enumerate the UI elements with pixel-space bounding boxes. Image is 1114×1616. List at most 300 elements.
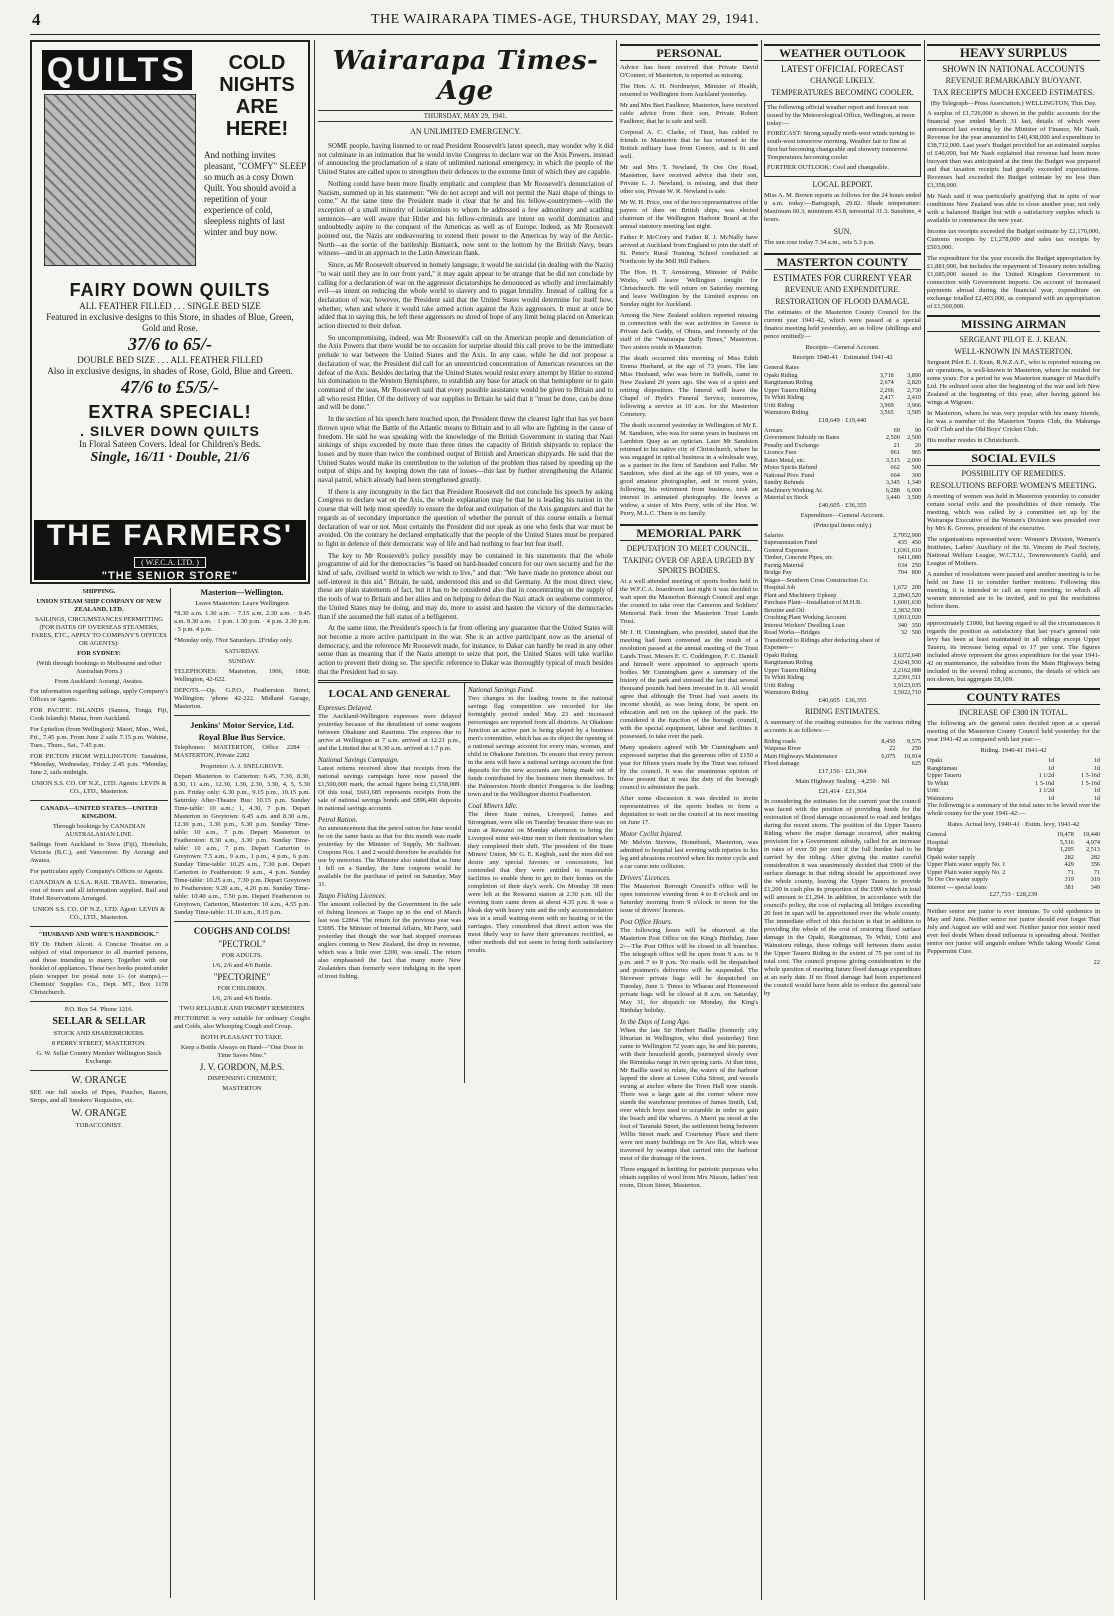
divider <box>30 800 168 801</box>
divider <box>927 903 1100 904</box>
table-cell: 3,345 <box>885 479 900 486</box>
surplus-subheading: REVENUE REMARKABLY BUOYANT. <box>945 76 1082 85</box>
table-cell: 69 <box>893 426 900 434</box>
pectrol-for: FOR ADULTS. <box>221 952 263 959</box>
table-cell: 3,912 <box>893 681 908 689</box>
social-paragraph: A meeting of women was held in Masterton yesterday to consider certain social evils and the possibilities of their remedy. The meeting, which was called by a committee set up by the Wairarapa Executive of the Women's Division was presided over by Mrs K. Groves, president of the executive. <box>927 493 1100 532</box>
pleasant-text: BOTH PLEASANT TO TAKE. <box>200 1034 284 1041</box>
table-cell: 641 <box>897 554 908 561</box>
riding-heading: RIDING ESTIMATES. <box>804 706 881 716</box>
shipping-text: For particulars apply Company's Offices or Agents. <box>30 868 164 875</box>
table-cell: Wainuioru <box>927 794 953 802</box>
orange-title: TOBACCONIST. <box>75 1122 123 1129</box>
shipping-column <box>30 588 168 1132</box>
expenditure-subheading: (Principal items only.) <box>813 521 872 529</box>
silver-down-price: Single, 16/11 · Double, 21/6 <box>90 450 250 465</box>
table-cell: 1d <box>1048 794 1055 802</box>
table-cell: Hospital Job <box>764 584 796 591</box>
table-row <box>927 846 1100 854</box>
transport-schedule: Depart Masterton to Carterton: 6.45, 7.30, 8.30, 8.30, 11 a.m., 12.30, 1.30, 2.30, 3.30, 4, 5, 5.30 p.m. Friday only: 6.30 p.m., 9.15 p.m., 10.15 p.m. Saturday After-Theatre Bus: 10.15 p.m. Sunday Time-table: 10 a.m.; 1, 4.30, 7 p.m. Depart Masterton to Greytown: 6.45 a.m. and 8.30 a.m., 12.30 p.m., 3.30 p.m., 5.30 p.m. Sunday Time-table: 10 a.m., 7 p.m. Depart Masterton to Featherston: 8.30 a.m., 3.30 p.m. Sunday Time-table: 10 a.m., 7 p.m. Depart Carterton to Greytown: 7.5 a.m., 9 a.m., 1 p.m., 4 p.m., 6 p.m. Sunday Time-table: 10.25 a.m., 7.30 p.m. Depart Carterton to Featherston: 9 a.m., 4 p.m. Sunday Time-table: 10.25 a.m., 7.30 p.m. Depart Greytown to Featherston: 9.20 a.m., 4.20 p.m. Sunday Time-table: 10.40 a.m., 7.50 p.m. Depart Featherston to Greytown, Carterton, Masterton: 10 a.m., 4.55 p.m. Sunday Time-table: 11.10 a.m., 8.15 p.m. <box>174 773 310 916</box>
column-editorial <box>318 40 613 1600</box>
riding-total: £17,156 · £21,364 <box>818 767 867 775</box>
memorial-subheading: TAKING OVER OF AREA URGED BY SPORTS BODIES. <box>623 556 755 575</box>
surplus-paragraph: The expenditure for the year exceeds the Budget appropriation by £1,881,000, but includes the repayment of Treasury notes totalling £1,685,000 issued to the United Kingdom Government in connection with Government imports. On account of increased payments abroad during the financial year, expenditure on exchange totalled £2,403,000, as compared with an appropriation of £1,560,000. <box>927 255 1100 310</box>
table-cell: 3,001 <box>893 614 908 621</box>
transport-depots: DEPOTS.—Op. G.P.O., Featherston Street, Wellington; 'phone 42-222. Midland Garage, Masterton. <box>174 687 310 710</box>
table-cell: Bridge <box>927 846 944 853</box>
memorial-subheading: Drivers' Licences. <box>620 874 671 882</box>
coughs-heading: COUGHS AND COLDS! <box>193 926 291 936</box>
table-cell: 20 <box>914 441 921 449</box>
table-row <box>764 629 921 637</box>
table-row <box>764 442 921 450</box>
table-row <box>764 409 921 417</box>
forecast-intro: The following official weather report and forecast was issued by the Meteorological Office, Wellington, at noon today:— <box>767 104 915 127</box>
local-paragraph: An announcement that the petrol ration for June would be on the same basis as that for this month was made yesterday by the Minister of Supply, Mr Sullivan. Coupons Nos. 1 and 2 would therefore be available for use by motorists. The Minister also stated that as June 1 fell on a Sunday, the June coupons would be available for the purchase of petrol on Saturday, May 31. <box>318 825 461 889</box>
table-cell: 3,520 <box>907 591 921 599</box>
table-cell: Opaki water supply <box>927 853 976 861</box>
table-row <box>927 831 1100 839</box>
table-cell: 2,640 <box>907 651 921 659</box>
table-cell: 965 <box>911 449 921 456</box>
table-row <box>764 682 921 690</box>
local-subheading: Expresses Delayed. <box>318 704 373 713</box>
table-row <box>927 780 1100 788</box>
jenkins-heading: Jenkins' Motor Service, Ltd. <box>190 720 294 730</box>
shipping-text: (With through bookings to Melbourne and other Australian Ports.) <box>36 660 162 675</box>
masthead: Wairarapa Times-Age <box>332 46 599 106</box>
column-advertisements <box>30 40 310 1600</box>
quilt-illustration <box>44 94 196 266</box>
personal-item: The Hon. H. T. Armstrong, Minister of Public Works, will leave Wellington tonight for Christchurch. He will return on Saturday morning and leave Wellington by the Limited express on Sunday night for Auckland. <box>620 269 758 308</box>
table-cell: 1,080 <box>907 554 921 561</box>
table-cell: 664 <box>890 471 900 479</box>
table-cell: Upper Taueru Riding <box>764 386 817 394</box>
transport-telephones: TELEPHONES: Masterton, 1906, 1868; Wellington, 42-622. <box>174 668 310 683</box>
editorial-paragraph: The key to Mr Roosevelt's policy possibly may be contained in his statements that the whole programme of aid for the democracies "is based on hard-headed concern for our own security and for the kind of safe, civilised world in which we wish to live," and that: "We have made no pretence about our self-interest in this aid." Britain, he said, understood this and so did Germany. At the most direct view, these are plain statements of fact, but it has to be considered also that in concentrating on the supply of the tools of war to Britain and her allies and on helping to defeat the Nazi attack on seaborne commerce, the United States may be doing, and may do, more to assist and hasten the victory of the democracies than if she assumed the full status of a belligerent. <box>318 551 613 621</box>
divider <box>174 921 310 922</box>
other-total: £40,605 · £36,355 <box>818 501 867 509</box>
sellar-desc: STOCK AND SHAREBROKERS. <box>53 1030 145 1037</box>
table-cell: Government Subsidy on Rates <box>764 434 840 441</box>
sellar-name: SELLAR & SELLAR <box>52 1016 146 1027</box>
missing-paragraph: Sergeant Pilot E. J. Kean, R.N.Z.A.F., who is reported missing on air operations, is well-known in Masterton, where he resided for some years. For a period he was Masterton manager of Macduff's Ltd. He enlisted soon after the beginning of the war and left New Zealand at the beginning of this year, after having gained his wings at Wigram. <box>927 359 1100 406</box>
expenditure-total: £40,605 · £36,355 <box>818 696 867 704</box>
table-cell: 2,500 <box>907 434 921 441</box>
table-cell: 350 <box>911 621 921 629</box>
column-rule <box>314 40 315 1600</box>
silver-down-desc: In Floral Sateen Covers. Ideal for Children's Beds. <box>79 439 261 449</box>
table-cell: General Expenses <box>764 546 809 554</box>
single-bed-line: ALL FEATHER FILLED . . . SINGLE BED SIZE <box>79 301 261 311</box>
table-row <box>764 607 921 615</box>
table-cell: Upper Taueru <box>927 772 961 779</box>
table-cell: 2,216 <box>893 666 908 674</box>
column-rule <box>616 40 617 1600</box>
local-subheading: Taupo Fishing Licences. <box>318 892 387 901</box>
table-cell: Upper Taueru Riding <box>764 666 817 674</box>
editorial-paragraph: In the section of his speech here touched upon, the President threw the clearest light that has yet been thrown upon what the Battle of the Atlantic means to Britain and to all who are fighting in the cause of freedom. He said he was speaking with the knowledge of the British Government in stating that Nazi sinkings of ships exceeded by more than three times the capacity of British shipyards to replace the losses and by more than twice the combined output of British and American shipyards. He said that the United States would make its contribution to the solution of the problem thus raised by speeding up the output of ships and by keeping down the rate of losses—this last by further strengthening the Atlantic naval patrol, which already had been strengthened greatly. <box>318 415 613 485</box>
table-cell: 6,288 <box>885 486 900 494</box>
county-subheading: RESTORATION OF FLOOD DAMAGE. <box>775 297 910 306</box>
personal-item: The Hon. A. H. Nordmeyer, Minister of Health, returned to Wellington from Auckland yesterday. <box>620 83 758 98</box>
table-cell: 2,674 <box>879 379 894 386</box>
table-cell: Te Whiti <box>927 779 949 787</box>
transport-note: *Monday only. †Not Saturdays. ‡Friday only. <box>174 637 294 644</box>
table-cell <box>894 364 921 372</box>
table-cell: Timber, Concrete Pipes, etc. <box>764 554 834 561</box>
single-bed-price: 37/6 to 65/- <box>128 334 212 354</box>
gordon-place: MASTERTON <box>222 1085 262 1092</box>
table-cell: 2,500 <box>885 434 900 441</box>
local-subheading: Petrol Ration. <box>318 816 358 825</box>
weather-subheading: LATEST OFFICIAL FORECAST <box>780 64 905 74</box>
table-cell: 500 <box>911 629 921 636</box>
table-cell: 1d <box>1048 764 1055 772</box>
table-cell: 634 <box>897 561 908 569</box>
pectorine-for: FOR CHILDREN. <box>217 985 267 992</box>
table-row <box>764 402 921 410</box>
editorial-body <box>318 142 613 676</box>
table-cell: 8,450 <box>881 737 896 745</box>
memorial-subheading: In the Days of Long Ago. <box>620 1018 691 1026</box>
local-and-general-section <box>318 680 613 1083</box>
table-cell: 250 <box>911 745 921 752</box>
table-row <box>764 674 921 682</box>
table-cell: 319 <box>1064 876 1074 883</box>
table-cell: Uriti Riding <box>764 401 795 409</box>
table-cell: 32 <box>900 629 908 636</box>
transport-heading: Masterton—Wellington. <box>200 588 284 597</box>
table-cell: Crushing Plant Working Account <box>764 614 847 621</box>
table-cell: 22 <box>889 745 896 752</box>
riding-table <box>764 738 921 768</box>
table-cell: 282 <box>1090 853 1100 861</box>
local-subheading: National Savings Fund. <box>468 686 535 695</box>
transport-saturday: SATURDAY. <box>224 648 260 655</box>
keep-text: Keep a Bottle Always on Hand—"One Dose in Time Saves Nine." <box>180 1044 304 1059</box>
table-row <box>927 787 1100 795</box>
table-cell: 2,795 <box>893 531 908 539</box>
table-cell: 71 <box>1093 868 1100 876</box>
table-cell: 381 <box>1064 883 1074 891</box>
shipping-company: UNION STEAM SHIP COMPANY OF NEW ZEALAND, LTD. <box>36 598 162 613</box>
forecast-box <box>764 101 921 177</box>
editorial-paragraph: At the same time, the President's speech is far from offering any guarantee that the United States will not become a more active participant in the war. She is an active participant now as the arsenal of democracy, and the reference Mr Roosevelt made, for instance, to Dakar can hardly be read in any other sense than as meaning that if the Nazis attempt to seize that port, the United States will take warlike action to prevent their doing so. The specific reference to Dakar was thoroughly typical of much besides that the President had to say. <box>318 624 613 676</box>
editorial-paragraph: If there is any incongruity in the fact that President Roosevelt did not conclude his speech by asking Congress to declare war on the Axis, the whole explanation may be that he is leading his nation in the course that will help most speedily to ensure the defeat and extirpation of the Axis gangsters and that he regards as of secondary importance the question of whether the pursuit of this course entails a formal declaration of war or not. Most certainly the President did not speak as one who feels that war must be avoided. On the contrary he declared emphatically that the people of the United States must be prepared to fight in defence of their democratic way of life and had nothing to fear but fear itself. <box>318 487 613 548</box>
personal-item: Advice has been received that Private David O'Connor, of Masterton, is reported as missing. <box>620 64 758 79</box>
column-rule <box>464 683 465 1083</box>
weather-sun: The sun rose today 7.34 a.m., sets 5.3 p.m. <box>764 239 876 246</box>
table-row <box>764 554 921 562</box>
personal-item: The death occurred yesterday in Wellington of Mr E. M. Sandston, who was for some years in business on Lambton Quay as an optician. Later Mr Sandston returned to his native city of Christchurch, where he was engaged in optical business in a wholesale way, as a partner in the firm of Sandston and Falke. Mr Sandston, who died at the age of 69 years, was a good amateur photographer, and in recent years, following his retirement from business, took an interest in animated photography. He leaves a widow, a sister of Mrs Perry, wife of the Hon. W. Perry, M.L.C. There is no family. <box>620 422 758 517</box>
pectrol-price: 1/6, 2/6 and 4/6 Bottle. <box>212 962 272 969</box>
table-cell: 3,440 <box>885 494 900 501</box>
local-heading: LOCAL AND GENERAL <box>328 688 451 701</box>
table-cell: 3,585 <box>907 409 921 416</box>
table-row <box>764 614 921 622</box>
gordon-name: J. V. GORDON, M.P.S. <box>199 1062 285 1072</box>
table-cell: 19,440 <box>1082 831 1100 838</box>
table-cell: 5,516 <box>1059 838 1074 846</box>
county-heading: MASTERTON COUNTY <box>764 253 921 270</box>
table-cell: Rates Metal, etc. <box>764 456 806 464</box>
table-row <box>927 876 1100 884</box>
table-cell: 1,511 <box>907 674 921 681</box>
table-cell: 2,284 <box>893 591 908 599</box>
orange-text: SEE our full stocks of Pipes, Pouches, Razors, Strops, and all Smokers' Requisites, etc. <box>30 1089 168 1104</box>
editorial-paragraph: SOME people, having listened to or read President Roosevelt's latest speech, may wonder why it did not culminate in an intimation that he would invite Congress to declare war on the Axis Powers, instead of announcing the proclamation of a state of unlimited national emergency, in which the people of the United States are called upon to strengthen their defences to the extreme limit of which they are capable. <box>318 142 613 177</box>
table-cell: 1 5-16d <box>1035 779 1055 787</box>
single-bed-desc: Featured in exclusive designs to this Store, in shades of Blue, Green, Gold and Rose. <box>46 312 294 333</box>
newspaper-title: THE WAIRARAPA TIMES-AGE, THURSDAY, MAY 29, 1941. <box>370 12 760 27</box>
table-cell: 356 <box>1090 861 1100 868</box>
table-row <box>764 494 921 502</box>
expenditure-table <box>764 532 921 697</box>
table-cell: Rangitumau Riding <box>764 379 813 386</box>
surplus-paragraph: Mr Nash said it was particularly gratifying that in spite of war conditions New Zealand was able to close another year, not only with a balanced Budget but with a satisfactory surplus which is available to commence the new year. <box>927 193 1100 224</box>
forecast-further: FURTHER OUTLOOK: Cool and changeable. <box>767 164 889 171</box>
table-row <box>764 745 921 753</box>
transport-column <box>174 588 310 1095</box>
remedies-text: TWO RELIABLE AND PROMPT REMEDIES <box>179 1005 305 1012</box>
orange-name: W. ORANGE <box>71 1075 127 1086</box>
memorial-paragraph: Three engaged in knitting for patriotic purposes who obtain supplies of wool from Mrs Nisson, ladies' rest room, Dixon Street, Masterton. <box>620 1166 758 1189</box>
table-cell: 9,575 <box>907 737 921 745</box>
double-bed-price: 47/6 to £5/5/- <box>121 377 219 397</box>
surplus-subheading: TAX RECEIPTS MUCH EXCEED ESTIMATES. <box>932 88 1095 97</box>
receipts-table <box>764 364 921 417</box>
ad-details <box>32 280 308 466</box>
orange-name: W. ORANGE <box>71 1108 127 1119</box>
table-cell: 450 <box>911 539 921 546</box>
store-subname: ( W.F.C.A. LTD. ) <box>134 557 206 568</box>
weather-subheading: SUN. <box>833 227 852 236</box>
missing-paragraph: In Masterton, where he was very popular with his many friends, he was a member of the Masterton Tennis Club, the Mahunga Golf Club and the Old Boys' Cricket Club. <box>927 410 1100 433</box>
shipping-text: From Auckland: Aorangi, Awatea. <box>54 678 144 685</box>
shipping-text: Through bookings by CANADIAN AUSTRALASIAN LINE. <box>52 823 146 838</box>
table-cell: 1,295 <box>1059 846 1074 853</box>
table-cell: 282 <box>1064 853 1074 861</box>
table-cell: 2,410 <box>907 394 921 401</box>
riding-total: £21,414 · £21,364 <box>818 787 867 795</box>
sellar-contact: P.O. Box 54. 'Phone 1216. <box>64 1006 134 1013</box>
table-cell: Machinery Working Ac. <box>764 486 824 494</box>
table-cell: Motor Spirits Refund <box>764 464 817 471</box>
table-cell: 2,239 <box>893 674 908 681</box>
transport-proprietor: Proprietor: A. J. SNELGROVE. <box>200 763 284 770</box>
advert-number: 22 <box>1093 959 1100 966</box>
table-cell: Uriti Riding <box>764 681 795 689</box>
handbook-text: BY Dr. Hubert Alcott. A Concise Treatise on a subject of vital importance to all married persons, and those intending to marry. Together with our booklet of appliances. These two books posted under plain wrapper for postal note 1/- (or stamps).—Chemists' Supplies Co., Dept. MT., Box 1178 Christchurch. <box>30 941 168 996</box>
quilts-logo: QUILTS <box>42 50 192 90</box>
table-row <box>764 689 921 697</box>
table-cell: 2,417 <box>879 394 894 401</box>
surplus-paragraph: Income tax receipts exceeded the Budget estimate by £2,170,000, Customs receipts by £1,278,000 and sales tax receipts by £503,000. <box>927 228 1100 251</box>
extra-special-heading: EXTRA SPECIAL! <box>88 402 252 422</box>
table-cell: Salaries <box>764 531 784 539</box>
peppermint-advert: Neither senior nor junior is ever immune. To cold epidemics in May and June. Neither senior nor junior should ever forget That July and August are wild and wet. Neither junior nor senior need ever feel doubt When dread influenza is spreading about. Neither senior nor junior will anguish endure While taking Woods' Great Peppermint Cure. <box>927 908 1100 955</box>
silver-down-heading: . SILVER DOWN QUILTS <box>80 423 260 439</box>
table-row <box>927 765 1100 773</box>
table-cell: 6,000 <box>907 486 921 494</box>
flood-paragraph: In considering the estimates for the current year the council was faced with the position of providing funds for the restoration of flood damage occasioned to road and bridges during the recent storm. The position of the Upper Taueru Riding where the major damage occurred, after making provision for a Government subsidy, called for an increase in rates of over 50 per cent if the full burden had to be carried by the riding. After giving the matter careful consideration it was unanimously decided that £900 of the surface damage in that riding should be apportioned over the whole county, leaving the Upper Taueru to provide £1,200 in cash plus its proportion of the £900 which in total will amount to £1,294. In addition, in accordance with the council's policy, the cost of replacing all bridges exceeding 20 feet in span will be apportioned over the whole county. The immediate effect of this decision is that in addition to providing the whole of the cost of restoring flood surface damage in the Opaki, Rangitumau, Te Whiti, Uriti and Wainuioru ridings, these ridings will between them assist the Upper Taueru Riding to the extent of 75 per cent of its total cost. The council propose giving consideration to the whole question of meeting future flood damage expenditure at an early date. If no flood damage had been experienced the council would have been able to reduce the general rate by <box>764 797 921 997</box>
table-cell: 2,820 <box>907 379 921 386</box>
table-cell: 1d <box>1093 794 1100 802</box>
memorial-paragraph: After some discussion it was decided to invite representatives of the sports bodies to form a deputation to wait on the council at its next meeting on June 17. <box>620 795 758 826</box>
table-cell: Road Works—Bridges <box>764 629 820 636</box>
table-row <box>764 753 921 761</box>
table-cell: 349 <box>1090 883 1100 891</box>
table-cell: 2,513 <box>1086 846 1100 853</box>
table-cell <box>893 577 907 585</box>
double-bed-desc: Also in exclusive designs, in shades of Rose, Gold, Blue and Green. <box>47 366 293 376</box>
table-cell: 2,900 <box>907 531 921 539</box>
column-rule <box>170 588 171 1598</box>
table-cell: 10,914 <box>903 752 921 760</box>
table-cell: 435 <box>897 539 908 546</box>
county-continued: approximately £1000, but having regard to all the circumstances it regards the position as satisfactory that last year's general rate levy has been at least maintained in all ridings except Upper Taueru, its increase being equal to 17 per cent. The figures included above represent the gross expenditure for the year 1941-42 on maintenance, the subsidies from the Main Highways being included in the several riding accounts, the details of which are not shown, but aggregate £8,109. <box>927 620 1100 683</box>
table-cell: 4,974 <box>1086 838 1100 846</box>
county-paragraph: The estimates of the Masterton County Council for the current year 1941-42, which were passed at a special finance meeting held yesterday, are as follow (shillings and pence omitted):— <box>764 309 921 340</box>
shipping-text: FOR PACIFIC ISLANDS (Samoa, Tonga, Fiji, Cook Islands): Matua, from Auckland. <box>30 707 168 722</box>
table-cell: 300 <box>911 471 921 479</box>
expenditure-heading: Expenditure—General Account. <box>800 511 885 519</box>
weather-heading: WEATHER OUTLOOK <box>764 44 921 61</box>
table-cell: Te Whiti Riding <box>764 674 805 681</box>
social-paragraph: The organisations represented were: Women's Division, Women's Institutes, Ladies' Auxiliary of the St. Vincent de Paul Society, National Welfare League, W.C.T.U., Townswomen's Guild, and League of Mothers. <box>927 536 1100 567</box>
table-row <box>764 364 921 372</box>
table-cell: General <box>927 831 947 838</box>
table-row <box>927 869 1100 877</box>
table-cell: Superannuation Fund <box>764 539 818 546</box>
table-row <box>764 372 921 380</box>
pectorine-name: "PECTORINE" <box>213 972 271 982</box>
local-paragraph: The Auckland-Wellington expresses were delayed yesterday because of the derailment of some wagons between Ohakune and Raurimu. The express due to arrive at Wellington at 7 a.m. arrived at 12.21 p.m., and the Limited due at 9.30 a.m. arrived at 1.7 p.m. <box>318 713 461 753</box>
page-header <box>30 8 1100 35</box>
table-cell: Uriti <box>927 787 939 794</box>
table-row <box>927 854 1100 862</box>
table-cell: 2,266 <box>879 386 894 394</box>
shipping-text: Sailings from Auckland to Suva (Fiji), Honolulu, Victoria (B.C.), and Vancouver. By Aorangi and Awatea. <box>30 841 168 864</box>
table-cell: 2,624 <box>893 659 908 666</box>
column-personal <box>620 40 758 1600</box>
riding-paragraph: A summary of the roading estimates for the various riding accounts is as follows:— <box>764 718 921 734</box>
table-cell: 71 <box>1067 868 1074 876</box>
table-cell: Te Whiti Riding <box>764 394 805 401</box>
table-cell: 1,610 <box>907 546 921 554</box>
table-cell: 340 <box>897 621 908 629</box>
rates-subheading: INCREASE OF £300 IN TOTAL. <box>958 708 1069 717</box>
shipping-text: CANADIAN & U.S.A. RAIL TRAVEL. Itineraries, cost of tours and all information supplied. Rail and Hotel Reservations Arranged. <box>30 879 168 902</box>
table-cell: Bridge Pay <box>764 569 792 576</box>
missing-heading: MISSING AIRMAN <box>927 315 1100 332</box>
table-cell: Purchase Plant—Installation of M.H.B. <box>764 599 862 606</box>
table-cell: 1d <box>1093 787 1100 794</box>
table-cell: 961 <box>890 449 900 456</box>
table-row <box>764 434 921 442</box>
farmers-store-logo <box>34 520 306 580</box>
local-subheading: Coal Miners Idle. <box>468 802 518 811</box>
table-cell: 1d <box>1093 764 1100 772</box>
table-row <box>764 427 921 435</box>
table-row <box>764 667 921 675</box>
table-cell: Wages—Southern Cross Construction Co. <box>764 576 869 584</box>
table-row <box>927 757 1100 765</box>
table-cell: 1,636 <box>893 546 908 554</box>
memorial-paragraph: Mr Melvin Stevens, Homebush, Masterton, was admitted to hospital last evening with injuries to his leg and abrasions received when his motor cycle and a car came into collision. <box>620 839 758 870</box>
shipping-text: FOR SYDNEY: <box>77 650 121 657</box>
memorial-subheading: DEPUTATION TO MEET COUNCIL. <box>626 544 752 553</box>
table-cell: 250 <box>911 561 921 569</box>
memorial-paragraph: At a well attended meeting of sports bodies held in the W.F.C.A. boardroom last night it was decided to wait upon the Masterton Borough Council and urge the council to take over the Cameron and Soldiers' Memorial Park from the Masterton Trust Lands Trust. <box>620 578 758 625</box>
table-row <box>764 394 921 402</box>
table-cell: Waipoua River <box>764 745 802 752</box>
table-cell: National Prov. Fund <box>764 471 814 479</box>
social-paragraph: A number of resolutions were passed and another meeting is to be held on June 11 to consider further motions. Following this meeting, it is intended to call an open meeting, to which all women interested are to be invited, and to put the resolutions before them. <box>927 571 1100 610</box>
table-cell <box>907 577 921 585</box>
double-bed-line: DOUBLE BED SIZE . . . ALL FEATHER FILLED <box>77 355 263 365</box>
table-cell: 1d <box>1093 757 1100 764</box>
memorial-paragraph: The Masterton Borough Council's office will be open tomorrow evening from 4 to 8 o'clock and on Saturday morning from 9 o'clock to noon for the issue of drivers' licences. <box>620 883 758 914</box>
ad-headline: COLD NIGHTS ARE HERE! <box>219 52 295 140</box>
table-row <box>764 577 921 585</box>
social-heading: SOCIAL EVILS <box>927 449 1100 466</box>
divider <box>30 926 168 927</box>
missing-subheading: SERGEANT PILOT E. J. KEAN. <box>959 335 1068 344</box>
social-subheading: RESOLUTIONS BEFORE WOMEN'S MEETING. <box>930 481 1097 490</box>
table-cell: 2,000 <box>907 456 921 464</box>
table-cell: Riding roads <box>764 737 796 745</box>
table-cell: Arrears <box>764 426 783 434</box>
weather-subheading: LOCAL REPORT. <box>812 180 873 189</box>
table-cell: Te Ore Ore water supply <box>927 876 989 883</box>
table-cell: 2,088 <box>907 666 921 674</box>
dateline: THURSDAY, MAY 29, 1941. <box>318 110 613 122</box>
royal-heading: Royal Blue Bus Service. <box>198 732 286 742</box>
quilts-advertisement <box>30 40 310 584</box>
table-cell: Upper Plain water supply No. 2 <box>927 868 1006 876</box>
table-cell: 1 5-16d <box>1080 772 1100 779</box>
local-paragraph: Two changes in the leading towns in the national savings flag competition are recorded for the fortnightly period ended May 23 and increased percentages are reported from all districts. At Ohakune Junction an active part is being played by a business men's committee, which has as its object the opening of a national savings account for every man, woman, and child in Ohakune Junction. To ensure that every person in the area will have a national savings account the first deposits for the new accounts are being made out of funds contributed by the business men themselves. In the Palmerston North district Pongaroa is the leading town and in the Wellington district Featherston. <box>468 695 613 799</box>
rates-heading: COUNTY RATES <box>927 688 1100 705</box>
table-cell: Rangitumau Riding <box>764 659 813 666</box>
table-cell: Hospital <box>927 838 948 846</box>
table-cell: 6,075 <box>881 752 896 760</box>
table-cell: 1 5-16d <box>1080 779 1100 787</box>
telegraph-line: (By Telegraph—Press Association.) WELLINGTON, This Day. <box>930 100 1097 107</box>
shipping-text: UNION S.S. CO. OF N.Z., LTD. Agent: LEVIN & CO., LTD., Masterton. <box>32 906 166 921</box>
personal-item: Mr and Mrs Bert Faulknor, Masterton, have received cable advice from their son, Private Robert Faulknor, that he is safe and well. <box>620 102 758 125</box>
table-cell: 3,966 <box>907 401 921 409</box>
table-cell: 2,730 <box>907 386 921 394</box>
missing-subheading: WELL-KNOWN IN MASTERTON. <box>954 347 1073 356</box>
table-row <box>764 479 921 487</box>
table-cell: 1,600 <box>893 599 908 606</box>
column-surplus <box>927 40 1100 1600</box>
table-cell: 2,500 <box>907 606 921 614</box>
table-cell: 500 <box>911 464 921 471</box>
column-weather-county <box>764 40 921 1600</box>
page-number: 4 <box>32 10 41 29</box>
table-cell: Flood damage <box>764 760 800 767</box>
other-receipts-table <box>764 427 921 502</box>
table-row <box>764 532 921 540</box>
table-cell: 1,672 <box>893 584 908 591</box>
table-cell: 3,565 <box>879 409 894 416</box>
column-rule <box>761 40 762 1600</box>
table-row <box>927 839 1100 847</box>
